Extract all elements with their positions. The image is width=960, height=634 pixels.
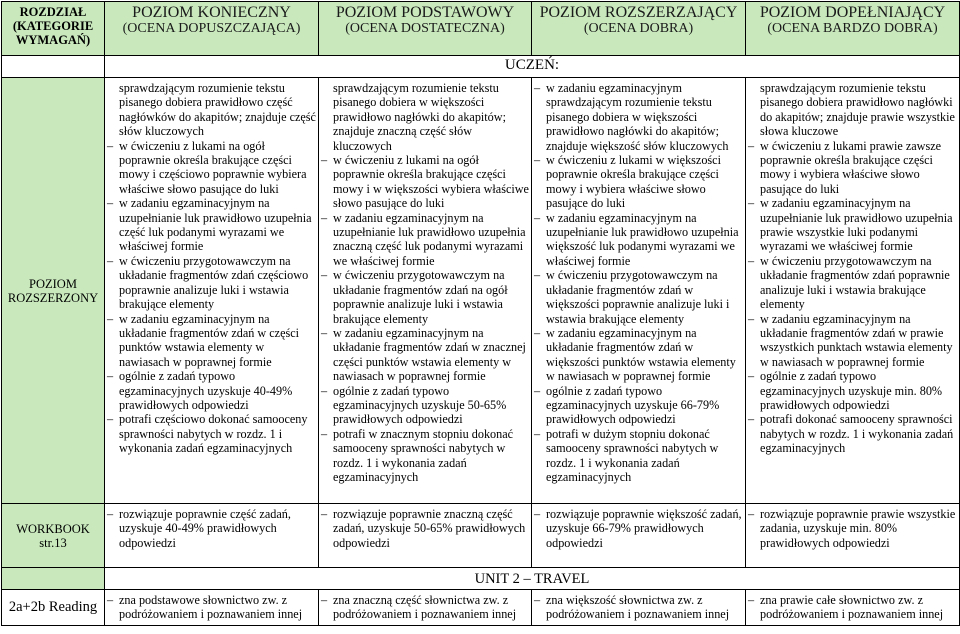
category-workbook: WORKBOOK str.13	[2, 504, 105, 568]
level-title: POZIOM DOPEŁNIAJĄCY	[759, 4, 946, 21]
category-rozszerzony: POZIOM ROZSZERZONY	[2, 78, 105, 504]
unit-title: UNIT 2 – TRAVEL	[105, 568, 960, 590]
level-grade: (OCENA DOPUSZCZAJĄCA)	[122, 21, 301, 36]
header-row	[2, 2, 960, 56]
cell-workbook-podstawowy	[319, 504, 532, 568]
cell-podstawowy	[319, 78, 532, 504]
level-grade: (OCENA BARDZO DOBRA)	[767, 21, 938, 36]
list-item: – w ćwiczeniu z lukami w większości poprawnie określa brakujące części mowy i wybiera właściwe słowo pasujące do luki	[534, 153, 743, 211]
list-item: – rozwiązuje poprawnie znaczną część zadań, uzyskuje 50-65% prawidłowych odpowiedzi	[321, 507, 529, 550]
cell-konieczny	[105, 78, 319, 504]
cell-workbook-rozszerzajacy	[532, 504, 746, 568]
category-blank	[2, 56, 105, 78]
list-item: – zna prawie całe słownictwo zw. z podróżowaniem i poznawaniem innej	[748, 593, 957, 622]
cell-reading-rozszerzajacy	[532, 590, 746, 626]
list-item: – w ćwiczeniu przygotowawczym na układanie fragmentów zdań w większości poprawnie analizuje luki i wstawia brakujące elementy	[534, 268, 743, 326]
level-grade: (OCENA DOSTATECZNA)	[345, 21, 505, 36]
cell-rozszerzajacy	[532, 78, 746, 504]
uczen-row	[2, 56, 960, 78]
level-header-konieczny	[105, 2, 319, 56]
level-header-podstawowy	[319, 2, 532, 56]
list-item: – w zadaniu egzaminacyjnym na uzupełnianie luk prawidłowo uzupełnia część luk podanymi wyrazami we właściwej formie	[107, 196, 316, 254]
list-item: – potrafi w dużym stopniu dokonać samooceny sprawności nabytych w rozdz. 1 i wykonania zadań egzaminacyjnych	[534, 427, 743, 485]
list-item: – w zadaniu egzaminacyjnym na układanie fragmentów zdań w części punktów wstawia elementy w nawiasach w poprawnej formie	[107, 312, 316, 370]
list-item: – w zadaniu egzaminacyjnym na układanie fragmentów zdań w większości punktów wstawia elementy w nawiasach w poprawnej formie	[534, 326, 743, 384]
level-title: POZIOM PODSTAWOWY	[335, 4, 515, 21]
list-item: – rozwiązuje poprawnie część zadań, uzyskuje 40-49% prawidłowych odpowiedzi	[107, 507, 316, 550]
level-header-rozszerzajacy	[532, 2, 746, 56]
list-item: – w zadaniu egzaminacyjnym na układanie fragmentów zdań w prawie wszystkich punktach wstawia elementy w nawiasach w poprawnej formie	[748, 312, 957, 370]
list-item: – w ćwiczeniu z lukami na ogół poprawnie określa brakujące części mowy i częściowo poprawnie wybiera właściwe słowo pasujące do luki	[107, 139, 316, 197]
list-item: – w ćwiczeniu przygotowawczym na układanie fragmentów zdań częściowo poprawnie analizuje luki i wstawia brakujące elementy	[107, 254, 316, 312]
category-reading: 2a+2b Reading	[2, 590, 105, 626]
uczen-label: UCZEŃ:	[105, 56, 960, 78]
category-header: ROZDZIAŁ (KATEGORIE WYMAGAŃ)	[2, 2, 105, 56]
list-item: – ogólnie z zadań typowo egzaminacyjnych uzyskuje 40-49% prawidłowych odpowiedzi	[107, 369, 316, 412]
requirements-table	[1, 1, 960, 626]
list-item: – zna większość słownictwa zw. z podróżowaniem i poznawaniem innej	[534, 593, 743, 622]
list-item: – potrafi dokonać samooceny sprawności nabytych w rozdz. 1 i wykonania zadań egzaminacyjnych	[748, 412, 957, 455]
cell-workbook-dopelniajacy	[746, 504, 960, 568]
list-item: – w ćwiczeniu przygotowawczym na układanie fragmentów zdań na ogół poprawnie analizuje luki i wstawia brakujące elementy	[321, 268, 529, 326]
row-reading	[2, 590, 960, 626]
row-workbook	[2, 504, 960, 568]
list-item: – ogólnie z zadań typowo egzaminacyjnych uzyskuje 66-79% prawidłowych odpowiedzi	[534, 384, 743, 427]
cell-lead: sprawdzającym rozumienie tekstu pisanego dobiera prawidłowo część nagłówków do akapitów; znajduje część słów kluczowych	[119, 81, 316, 139]
cell-reading-dopelniajacy	[746, 590, 960, 626]
list-item: – ogólnie z zadań typowo egzaminacyjnych uzyskuje min. 80% prawidłowych odpowiedzi	[748, 369, 957, 412]
list-item: – w zadaniu egzaminacyjnym sprawdzającym rozumienie tekstu pisanego dobiera w większości prawidłowo nagłówki do akapitów; znajduje większość słów kluczowych	[534, 81, 743, 153]
cell-lead: sprawdzającym rozumienie tekstu pisanego dobiera w większości prawidłowo nagłówki do akapitów; znajduje znaczną część słów kluczowych	[333, 81, 506, 153]
list-item: – w zadaniu egzaminacyjnym na uzupełnianie luk prawidłowo uzupełnia prawie wszystkie luki podanymi wyrazami we właściwej formie	[748, 196, 957, 254]
list-item: – potrafi częściowo dokonać samooceny sprawności nabytych w rozdz. 1 i wykonania zadań egzaminacyjnych	[107, 412, 316, 455]
list-item: – w ćwiczeniu z lukami na ogół poprawnie określa brakujące części mowy i w większości wybiera właściwe słowo pasujące do luki	[321, 153, 529, 211]
category-blank	[2, 568, 105, 590]
list-item: – potrafi w znacznym stopniu dokonać samooceny sprawności nabytych w rozdz. 1 i wykonania zadań egzaminacyjnych	[321, 427, 529, 485]
list-item: – w zadaniu egzaminacyjnym na uzupełnianie luk prawidłowo uzupełnia większość luk podanymi wyrazami we właściwej formie	[534, 211, 743, 269]
row-unit	[2, 568, 960, 590]
list-item: – w ćwiczeniu przygotowawczym na układanie fragmentów zdań poprawnie analizuje luki i wstawia brakujące elementy	[748, 254, 957, 312]
level-grade: (OCENA DOBRA)	[583, 21, 694, 36]
list-item: – w ćwiczeniu z lukami prawie zawsze poprawnie określa brakujące części mowy i wybiera właściwe słowo pasujące do luki	[748, 139, 957, 197]
list-item: – w zadaniu egzaminacyjnym na uzupełnianie luk prawidłowo uzupełnia znaczną część luk podanymi wyrazami we właściwej formie	[321, 211, 529, 269]
cell-workbook-konieczny	[105, 504, 319, 568]
list-item: – rozwiązuje poprawnie prawie wszystkie zadania, uzyskuje min. 80% prawidłowych odpowiedzi	[748, 507, 957, 550]
list-item: – zna podstawowe słownictwo zw. z podróżowaniem i poznawaniem innej	[107, 593, 316, 622]
level-title: POZIOM ROZSZERZAJĄCY	[539, 4, 738, 21]
cell-reading-podstawowy	[319, 590, 532, 626]
row-rozszerzony	[2, 78, 960, 504]
list-item: – w zadaniu egzaminacyjnym na układanie fragmentów zdań w znacznej części punktów wstawia elementy w nawiasach w poprawnej formie	[321, 326, 529, 384]
list-item: – rozwiązuje poprawnie większość zadań, uzyskuje 66-79% prawidłowych odpowiedzi	[534, 507, 743, 550]
cell-lead: sprawdzającym rozumienie tekstu pisanego dobiera prawidłowo nagłówki do akapitów; znajduje prawie wszystkie słowa kluczowe	[760, 81, 955, 139]
cell-reading-konieczny	[105, 590, 319, 626]
list-item: – zna znaczną część słownictwa zw. z podróżowaniem i poznawaniem innej	[321, 593, 529, 622]
level-title: POZIOM KONIECZNY	[132, 4, 291, 21]
list-item: – ogólnie z zadań typowo egzaminacyjnych uzyskuje 50-65% prawidłowych odpowiedzi	[321, 384, 529, 427]
level-header-dopelniajacy	[746, 2, 960, 56]
cell-dopelniajacy	[746, 78, 960, 504]
